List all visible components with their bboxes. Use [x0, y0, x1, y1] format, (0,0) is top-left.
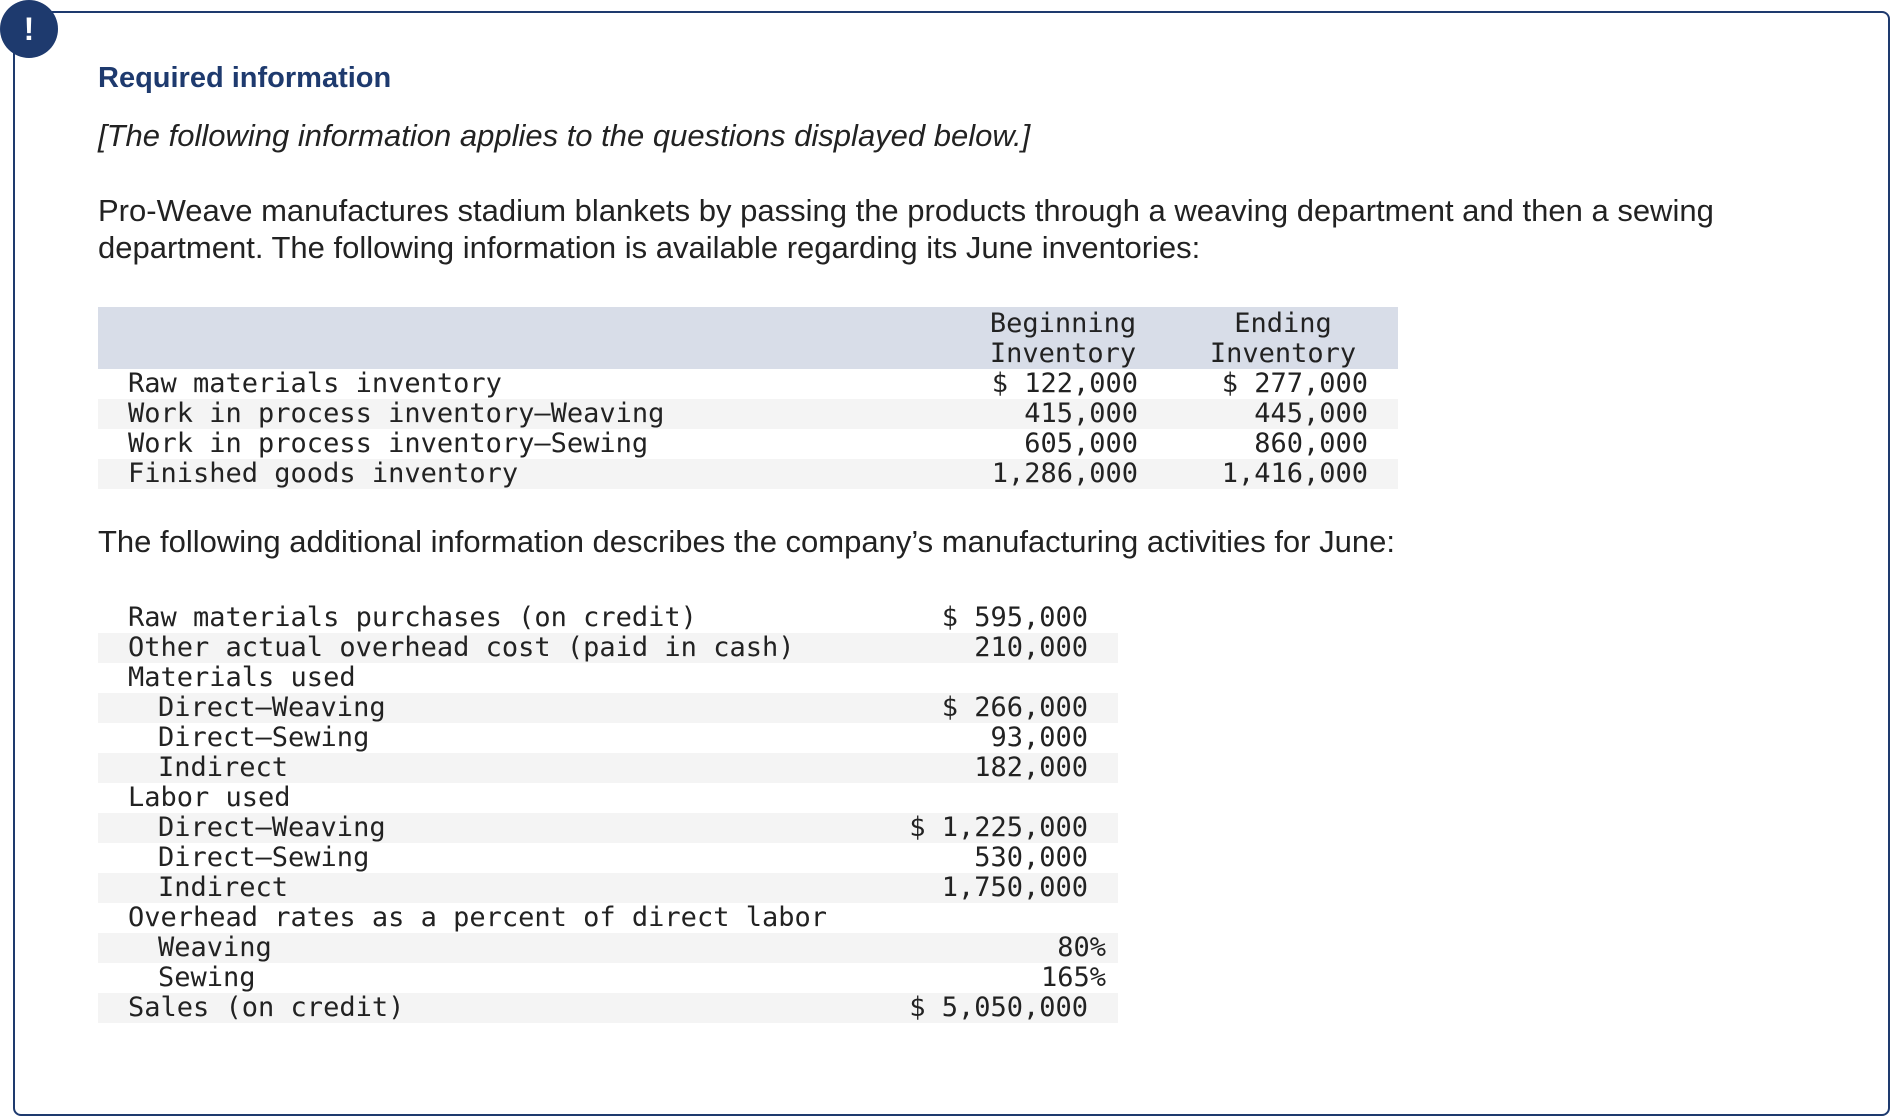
activity-label: Indirect [98, 753, 898, 783]
activity-value: 530,000 [974, 842, 1088, 873]
table-row [98, 633, 1118, 663]
inventory-label: Work in process inventory—Weaving [98, 399, 958, 429]
beginning-value: $ 122,000 [991, 368, 1138, 399]
activity-label: Other actual overhead cost (paid in cash) [98, 633, 898, 663]
table-row [98, 933, 1118, 963]
activity-value [898, 903, 1118, 933]
inventory-table [98, 307, 1398, 489]
table-row [98, 723, 1118, 753]
inventory-header-row [98, 307, 1398, 369]
beginning-value: 1,286,000 [958, 459, 1168, 489]
table-row [98, 369, 1398, 399]
additional-info-text: The following additional information describes the company’s manufacturing activities for June: [98, 524, 1395, 559]
header-ending-line2: Inventory [1209, 338, 1357, 369]
activity-value: 182,000 [898, 753, 1118, 783]
inventory-label: Raw materials inventory [128, 368, 502, 399]
header-beginning-line1: Beginning [989, 308, 1137, 339]
activity-value [898, 663, 1118, 693]
activity-group-label: Overhead rates as a percent of direct labor [128, 902, 827, 933]
header-ending-line1: Ending [1234, 308, 1332, 339]
header-beginning-inventory [958, 307, 1168, 369]
activity-label: Direct—Sewing [158, 722, 370, 753]
table-row [98, 693, 1118, 723]
activity-value: $ 595,000 [941, 602, 1088, 633]
activity-label: Direct—Weaving [98, 813, 898, 843]
activity-value [898, 783, 1118, 813]
header-beginning-line2: Inventory [989, 338, 1137, 369]
activity-value: 210,000 [898, 633, 1118, 663]
activity-value: 165% [1040, 962, 1106, 993]
activity-value: $ 266,000 [898, 693, 1118, 723]
ending-value: 445,000 [1168, 399, 1398, 429]
ending-value: 860,000 [1254, 428, 1368, 459]
activity-group-label: Materials used [128, 662, 356, 693]
applies-note: [The following information applies to the questions displayed below.] [98, 118, 1031, 153]
header-ending-inventory [1168, 307, 1398, 369]
activity-label: Indirect [98, 873, 898, 903]
ending-value: $ 277,000 [1221, 368, 1368, 399]
required-information-heading: Required information [98, 62, 392, 94]
beginning-value: 415,000 [958, 399, 1168, 429]
table-row [98, 603, 1118, 633]
activity-value: 80% [898, 933, 1118, 963]
beginning-value: 605,000 [1024, 428, 1138, 459]
ending-value: 1,416,000 [1168, 459, 1398, 489]
activity-value: $ 1,225,000 [898, 813, 1118, 843]
table-row [98, 663, 1118, 693]
table-row [98, 843, 1118, 873]
inventory-label: Work in process inventory—Sewing [128, 428, 649, 459]
activity-group-label: Labor used [128, 782, 291, 813]
header-blank [98, 307, 958, 369]
activity-value: 93,000 [990, 722, 1088, 753]
table-row [98, 963, 1118, 993]
table-row [98, 459, 1398, 489]
problem-description: Pro-Weave manufactures stadium blankets by passing the products through a weaving department and then a sewing department. The following information is available regarding its June inventories: [98, 193, 1714, 265]
table-row [98, 903, 1118, 933]
activity-label: Raw materials purchases (on credit) [128, 602, 697, 633]
table-row [98, 873, 1118, 903]
activity-label: Direct—Weaving [98, 693, 898, 723]
activity-label: Sales (on credit) [98, 993, 898, 1023]
activities-table [98, 603, 1118, 1023]
activity-label: Weaving [98, 933, 898, 963]
table-row [98, 993, 1118, 1023]
exclamation-icon: ! [0, 0, 58, 58]
table-row [98, 429, 1398, 459]
table-row [98, 783, 1118, 813]
table-row [98, 753, 1118, 783]
activity-label: Sewing [158, 962, 256, 993]
activity-value: 1,750,000 [898, 873, 1118, 903]
table-row [98, 399, 1398, 429]
activity-value: $ 5,050,000 [898, 993, 1118, 1023]
table-row [98, 813, 1118, 843]
inventory-label: Finished goods inventory [98, 459, 958, 489]
activity-label: Direct—Sewing [158, 842, 370, 873]
